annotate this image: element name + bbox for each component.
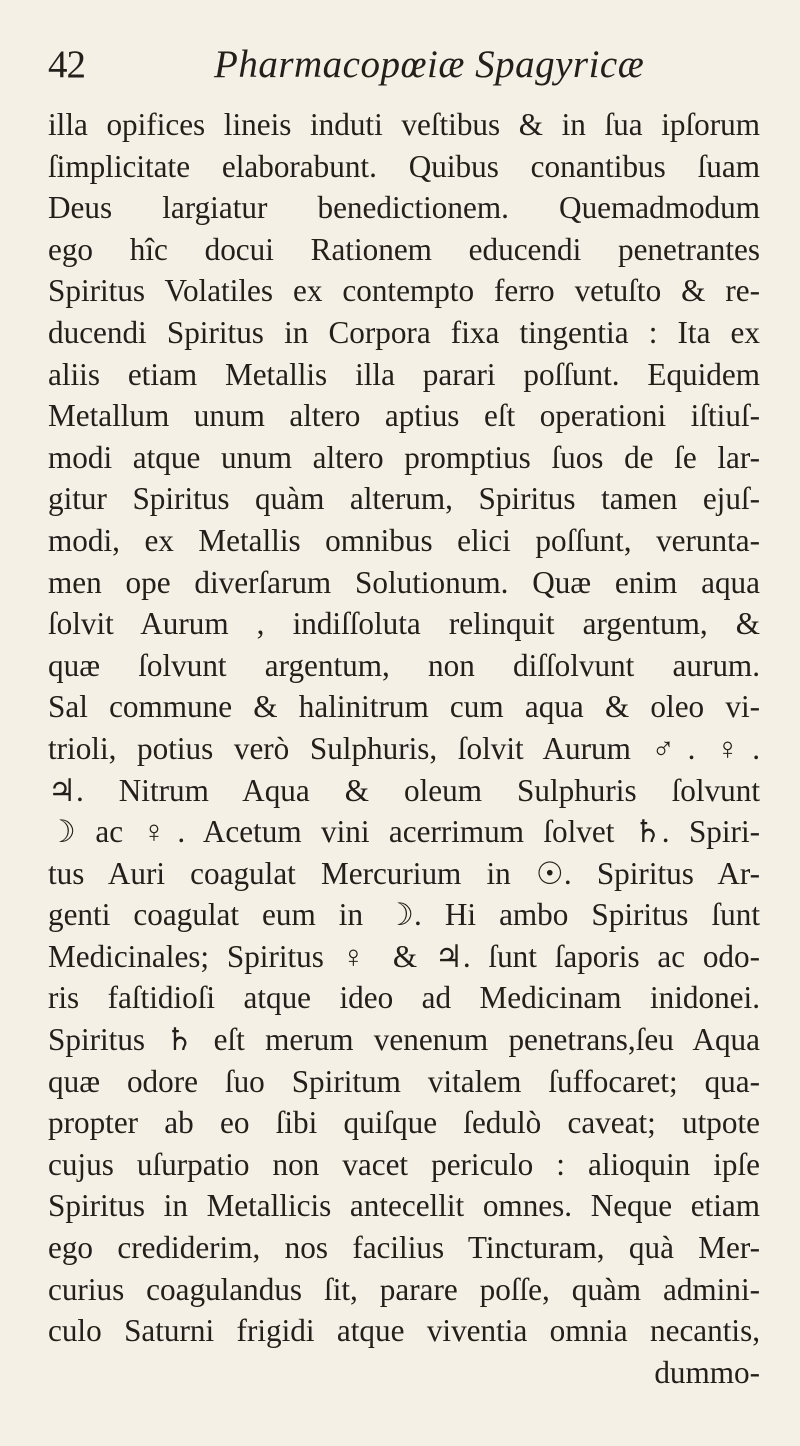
page-header — [48, 40, 758, 100]
text-line: ego hîc docui Rationem educendi penetrantes — [48, 231, 760, 267]
text-line: men ope diverſarum Solutionum. Quæ enim aqua — [48, 564, 760, 600]
text-line: ego crediderim, nos facilius Tincturam, quà Mer- — [48, 1230, 760, 1266]
text-line: gitur Spiritus quàm alterum, Spiritus tamen ejuſ- — [48, 481, 760, 517]
text-line: cujus uſurpatio non vacet periculo : alioquin ipſe — [48, 1146, 760, 1182]
text-line: Spiritus in Metallicis antecellit omnes. Neque etiam — [48, 1188, 760, 1224]
text-line: quæ ſolvunt argentum, non diſſolvunt aurum. — [48, 647, 760, 683]
catchword: dummo- — [654, 1354, 760, 1390]
text-line: trioli, potius verò Sulphuris, ſolvit Aurum ♂. ♀. — [48, 730, 760, 766]
text-line: illa opifices lineis induti veſtibus & in ſua ipſorum — [48, 107, 760, 142]
text-line: genti coagulat eum in ☽. Hi ambo Spiritus ſunt — [48, 897, 760, 933]
text-line: aliis etiam Metallis illa parari poſſunt. Equidem — [48, 356, 760, 392]
text-line: modi atque unum altero promptius ſuos de ſe lar- — [48, 439, 760, 475]
text-line: culo Saturni frigidi atque viventia omnia necantis, — [48, 1313, 760, 1349]
text-line: Spiritus Volatiles ex contempto ferro vetuſto & re- — [48, 273, 760, 309]
text-line: tus Auri coagulat Mercurium in ☉. Spiritus Ar- — [48, 855, 760, 891]
text-line: ſimplicitate elaborabunt. Quibus conantibus ſuam — [48, 148, 760, 184]
page-number: 42 — [48, 43, 85, 86]
text-line: quæ odore ſuo Spiritum vitalem ſuffocaret; qua- — [48, 1063, 760, 1099]
text-line: ♃. Nitrum Aqua & oleum Sulphuris ſolvunt — [48, 772, 760, 808]
text-line: Deus largiatur benedictionem. Quemadmodum — [48, 190, 760, 226]
body-text — [48, 104, 760, 1393]
text-line: ducendi Spiritus in Corpora fixa tingentia : Ita ex — [48, 314, 760, 350]
text-line: Spiritus ♄ eſt merum venenum penetrans,ſeu Aqua — [48, 1022, 760, 1058]
text-line: Medicinales; Spiritus ♀ & ♃. ſunt ſaporis ac odo- — [48, 938, 760, 974]
text-line: propter ab eo ſibi quiſque ſedulò caveat; utpote — [48, 1105, 760, 1141]
text-line: Metallum unum altero aptius eſt operationi iſtiuſ- — [48, 398, 760, 434]
text-line: curius coagulandus ſit, parare poſſe, quàm admini- — [48, 1271, 760, 1307]
running-title: Pharmacopœiæ Spagyricæ — [214, 43, 645, 86]
text-line: Sal commune & halinitrum cum aqua & oleo vi- — [48, 689, 760, 725]
text-line: ſolvit Aurum , indiſſoluta relinquit argentum, & — [48, 606, 760, 642]
text-line: modi, ex Metallis omnibus elici poſſunt, verunta- — [48, 522, 760, 558]
text-line: ris faſtidioſi atque ideo ad Medicinam inidonei. — [48, 980, 760, 1016]
text-line: ☽ ac ♀. Acetum vini acerrimum ſolvet ♄. Spiri- — [48, 814, 760, 850]
